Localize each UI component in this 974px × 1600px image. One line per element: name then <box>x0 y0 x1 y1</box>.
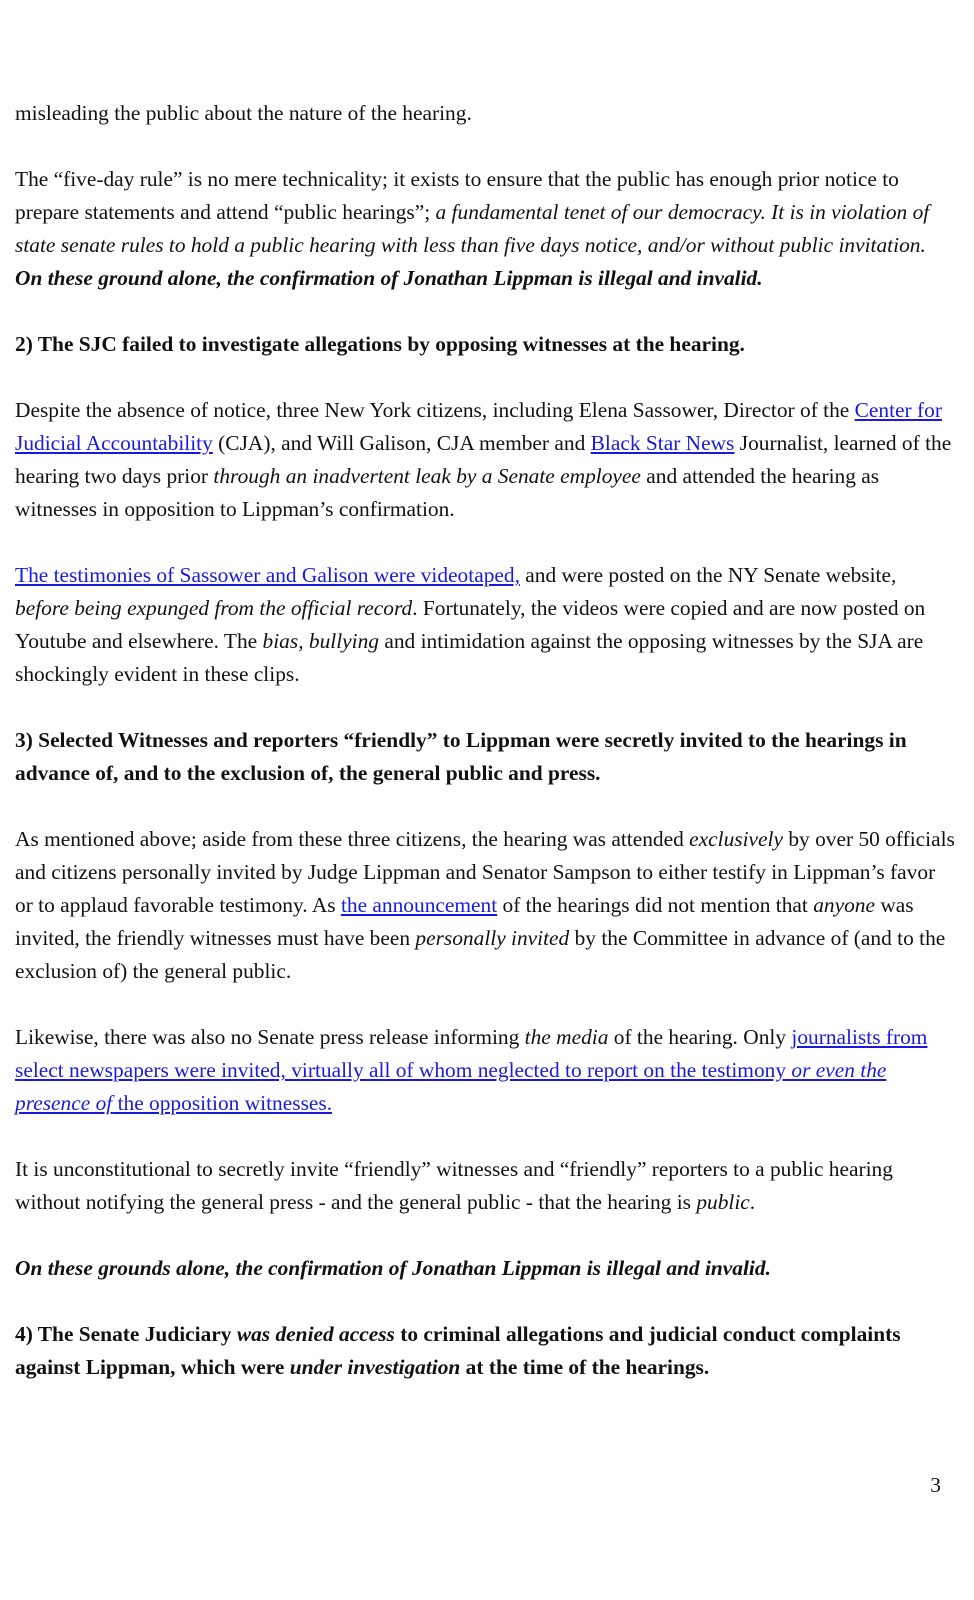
text-run: 4) The Senate Judiciary <box>15 1322 237 1346</box>
link-the-announcement[interactable]: the announcement <box>340 893 498 917</box>
bold-italic-run: was denied access <box>236 1322 395 1346</box>
paragraph-testimonies <box>15 559 955 691</box>
italic-run: anyone <box>813 893 875 917</box>
bold-italic-run <box>15 266 763 290</box>
bold-italic-run: under investigation <box>289 1355 461 1379</box>
italic-run: bias, bullying <box>262 629 379 653</box>
link-black-star-news[interactable]: Black Star News <box>590 431 735 455</box>
paragraph-witnesses <box>15 394 955 526</box>
text-run: . Fortunately, the videos were copied and are now posted on Youtube and elsewhere. The <box>15 596 926 653</box>
paragraph-attendance <box>15 823 955 988</box>
link-testimonies-videotaped[interactable]: The testimonies of Sassower and Galison were videotaped, <box>15 563 520 587</box>
document-body <box>15 97 955 1417</box>
italic-run: through an inadvertent leak by a Senate employee <box>213 464 641 488</box>
text-run: The “five-day rule” is no mere technicality; it exists to ensure that the public has enough prior notice to prepare statements and attend “public hearings”; <box>15 167 899 224</box>
link-text-run: the opposition witnesses. <box>112 1091 333 1115</box>
text-run: of the hearings did not mention that <box>497 893 814 917</box>
section-heading-3: 3) Selected Witnesses and reporters “friendly” to Lippman were secretly invited to the hearings in advance of, and to the exclusion of, the general public and press. <box>15 728 907 785</box>
italic-run: personally invited <box>415 926 570 950</box>
text-run: to criminal allegations and judicial conduct complaints against Lippman, which were <box>15 1322 901 1379</box>
paragraph-five-day-rule <box>15 163 955 295</box>
text-run: As mentioned above; aside from these three citizens, the hearing was attended <box>15 827 690 851</box>
bold-italic-text: On these ground alone, the confirmation of Jonathan Lippman is illegal and invalid. <box>15 266 763 290</box>
page-number: 3 <box>930 1473 941 1497</box>
text-run: and intimidation against the opposing witnesses by the SJA are shockingly evident in these clips. <box>15 629 924 686</box>
text-run: by the Committee in advance of (and to the exclusion of) the general public. <box>15 926 946 983</box>
paragraph-conclusion <box>15 1252 955 1285</box>
text-run: Despite the absence of notice, three New York citizens, including Elena Sassower, Director of the <box>15 398 855 422</box>
paragraph-unconstitutional <box>15 1153 955 1219</box>
link-italic-run: or even the presence of <box>15 1058 887 1115</box>
text-run: of the hearing. Only <box>608 1025 792 1049</box>
italic-run: public <box>696 1190 750 1214</box>
bold-italic-text: On these grounds alone, the confirmation of Jonathan Lippman is illegal and invalid. <box>15 1256 771 1280</box>
text-run: and attended the hearing as witnesses in opposition to Lippman’s confirmation. <box>15 464 880 521</box>
text-run: was invited, the friendly witnesses must have been <box>15 893 914 950</box>
italic-run: exclusively <box>689 827 783 851</box>
text-run: Likewise, there was also no Senate press release informing <box>15 1025 525 1049</box>
section-heading-4 <box>15 1318 955 1384</box>
italic-run: before being expunged from the official record <box>15 596 413 620</box>
paragraph-continuation <box>15 97 955 130</box>
bold-italic-run <box>15 1256 771 1280</box>
text-run: misleading the public about the nature of the hearing. <box>15 101 472 125</box>
text-run: It is unconstitutional to secretly invite “friendly” witnesses and “friendly” reporters to a public hearing without notifying the general press - and the general public - that the hearing is <box>15 1157 893 1214</box>
text-run: Journalist, learned of the hearing two days prior <box>15 431 952 488</box>
text-run: at the time of the hearings. <box>460 1355 710 1379</box>
link-text-run: journalists from select newspapers were invited, virtually all of whom neglected to report on the testimony <box>15 1025 928 1082</box>
section-heading-2: 2) The SJC failed to investigate allegations by opposing witnesses at the hearing. <box>15 332 745 356</box>
italic-run: the media <box>524 1025 609 1049</box>
text-run: by over 50 officials and citizens personally invited by Judge Lippman and Senator Sampson to either testify in Lippman’s favor or to applaud favorable testimony. As <box>15 827 955 917</box>
paragraph-press-release <box>15 1021 955 1120</box>
text-run: and were posted on the NY Senate website, <box>519 563 897 587</box>
text-run: . <box>749 1190 756 1214</box>
link-center-for-judicial-accountability[interactable]: Center for Judicial Accountability <box>15 398 942 455</box>
text-run: (CJA), and Will Galison, CJA member and <box>212 431 591 455</box>
italic-run: a fundamental tenet of our democracy. It is in violation of state senate rules to hold a public hearing with less than five days notice, and/or without public invitation. <box>15 200 930 257</box>
